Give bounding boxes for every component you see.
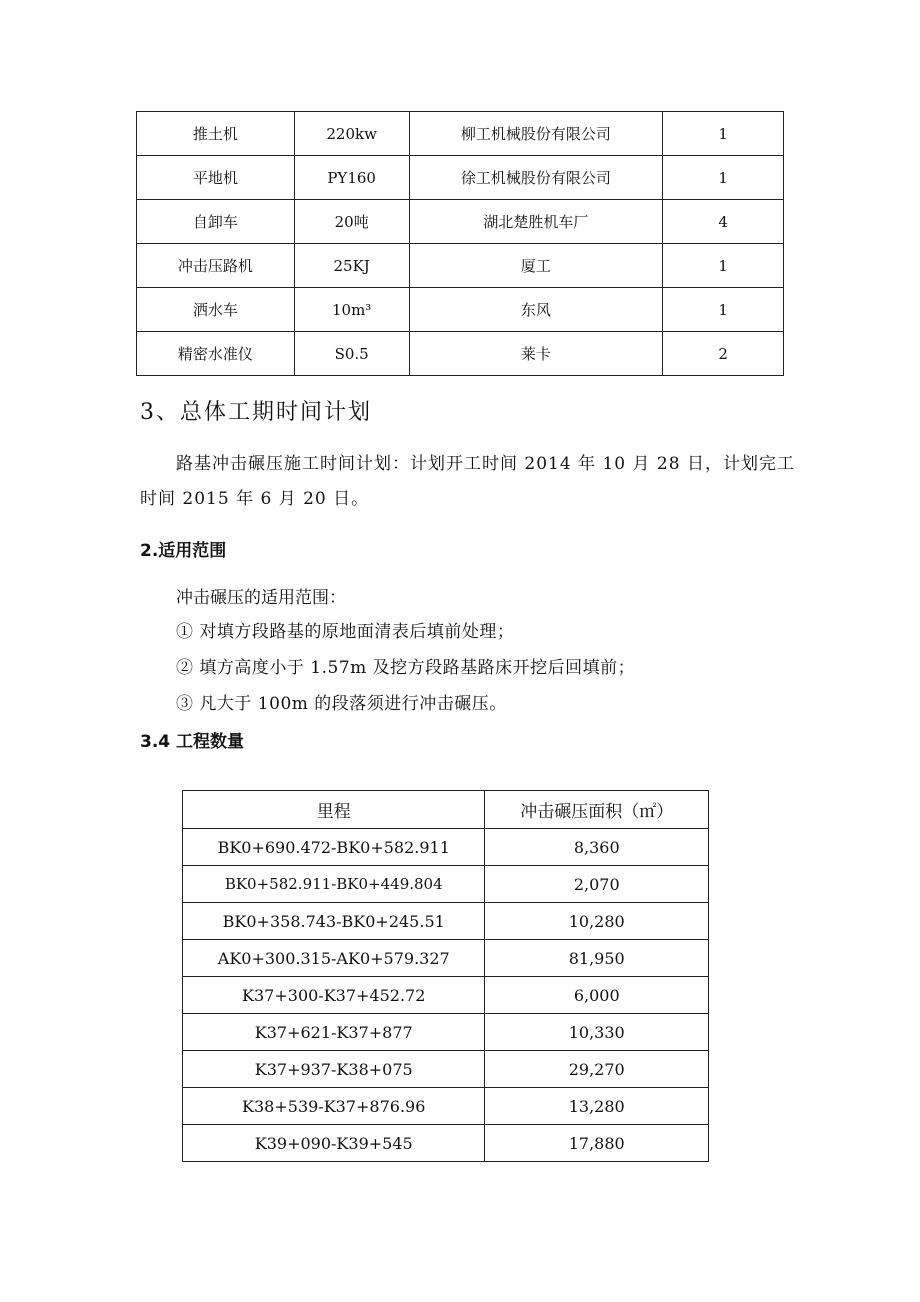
equipment-maker: 东风 [409, 288, 663, 332]
equipment-maker: 柳工机械股份有限公司 [409, 112, 663, 156]
mileage-cell: AK0+300.315-AK0+579.327 [183, 940, 485, 977]
column-header-mileage: 里程 [183, 791, 485, 829]
table-row [137, 200, 784, 244]
column-header-area: 冲击碾压面积（㎡） [485, 791, 709, 829]
equipment-qty: 1 [663, 156, 784, 200]
table-row [137, 156, 784, 200]
equipment-name: 精密水准仪 [137, 332, 295, 376]
area-cell: 81,950 [485, 940, 709, 977]
list-item: ③ 凡大于 100m 的段落须进行冲击碾压。 [176, 694, 507, 714]
equipment-maker: 莱卡 [409, 332, 663, 376]
area-cell: 2,070 [485, 866, 709, 903]
table-row [183, 977, 709, 1014]
equipment-name: 自卸车 [137, 200, 295, 244]
mileage-cell: K37+937-K38+075 [183, 1051, 485, 1088]
table-row [137, 288, 784, 332]
mileage-cell: BK0+358.743-BK0+245.51 [183, 903, 485, 940]
equipment-qty: 4 [663, 200, 784, 244]
table-row [137, 244, 784, 288]
equipment-name: 洒水车 [137, 288, 295, 332]
mileage-cell: BK0+582.911-BK0+449.804 [183, 866, 485, 903]
section-heading: 3、总体工期时间计划 [140, 400, 372, 425]
area-cell: 17,880 [485, 1125, 709, 1162]
scope-heading: 2.适用范围 [140, 541, 227, 561]
table-row [183, 1051, 709, 1088]
equipment-maker: 厦工 [409, 244, 663, 288]
mileage-cell: BK0+690.472-BK0+582.911 [183, 829, 485, 866]
equipment-spec: 10m³ [294, 288, 409, 332]
mileage-cell: K39+090-K39+545 [183, 1125, 485, 1162]
equipment-spec: S0.5 [294, 332, 409, 376]
mileage-cell: K37+621-K37+877 [183, 1014, 485, 1051]
table-row [183, 1014, 709, 1051]
equipment-qty: 2 [663, 332, 784, 376]
area-cell: 29,270 [485, 1051, 709, 1088]
list-item: ② 填方高度小于 1.57m 及挖方段路基路床开挖后回填前； [176, 658, 636, 678]
mileage-cell: K38+539-K37+876.96 [183, 1088, 485, 1125]
table-row [137, 112, 784, 156]
equipment-spec: 25KJ [294, 244, 409, 288]
quantity-table [182, 790, 709, 1162]
area-cell: 10,280 [485, 903, 709, 940]
quantity-heading: 3.4 工程数量 [140, 732, 245, 752]
equipment-maker: 湖北楚胜机车厂 [409, 200, 663, 244]
equipment-qty: 1 [663, 244, 784, 288]
table-row [137, 332, 784, 376]
scope-intro: 冲击碾压的适用范围： [176, 588, 346, 608]
area-cell: 6,000 [485, 977, 709, 1014]
table-row [183, 866, 709, 903]
list-item: ① 对填方段路基的原地面清表后填前处理； [176, 622, 515, 642]
equipment-name: 冲击压路机 [137, 244, 295, 288]
table-row [183, 1088, 709, 1125]
area-cell: 13,280 [485, 1088, 709, 1125]
equipment-name: 平地机 [137, 156, 295, 200]
area-cell: 8,360 [485, 829, 709, 866]
table-header-row [183, 791, 709, 829]
area-cell: 10,330 [485, 1014, 709, 1051]
mileage-cell: K37+300-K37+452.72 [183, 977, 485, 1014]
equipment-maker: 徐工机械股份有限公司 [409, 156, 663, 200]
equipment-qty: 1 [663, 112, 784, 156]
schedule-paragraph-line-1: 路基冲击碾压施工时间计划：计划开工时间 2014 年 10 月 28 日，计划完工 [176, 454, 795, 474]
equipment-spec: PY160 [294, 156, 409, 200]
table-row [183, 1125, 709, 1162]
equipment-qty: 1 [663, 288, 784, 332]
equipment-spec: 220kw [294, 112, 409, 156]
table-row [183, 829, 709, 866]
table-row [183, 903, 709, 940]
equipment-spec: 20吨 [294, 200, 409, 244]
equipment-name: 推土机 [137, 112, 295, 156]
equipment-table [136, 111, 784, 376]
table-row [183, 940, 709, 977]
schedule-paragraph-line-2: 时间 2015 年 6 月 20 日。 [140, 489, 370, 509]
